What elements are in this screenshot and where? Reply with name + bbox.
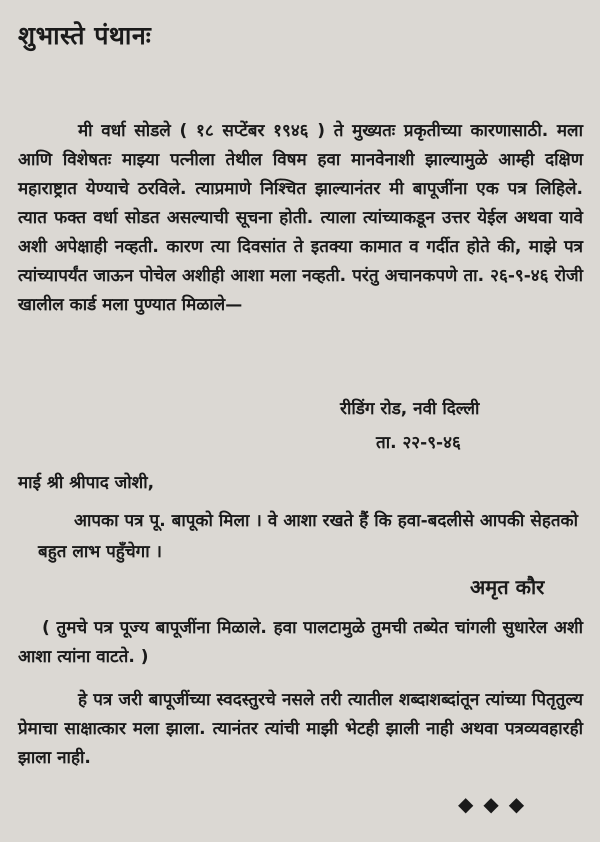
letter-salutation: माई श्री श्रीपाद जोशी,: [18, 473, 155, 493]
page-title: शुभास्ते पंथानः: [18, 21, 152, 50]
letter-date-line: ता. २२-९-४६: [376, 433, 461, 453]
section-end-ornament: ◆◆◆: [458, 792, 535, 816]
letter-signature: अमृत कौर: [470, 575, 545, 599]
intro-paragraph: मी वर्धा सोडले ( १८ सप्टेंबर १९४६ ) ते मुख्यतः प्रकृतीच्या कारणासाठी. मला आणि विशेषतः माझ्या पत्नीला तेथील विषम हवा मानवेनाशी झाल्यामुळे आम्ही दक्षिण महाराष्ट्रात येण्याचे ठरविले. त्याप्रमाणे निश्चित झाल्यानंतर मी बापूजींना एक पत्र लिहिले. त्यात फक्त वर्धा सोडत असल्याची सूचना होती. त्याला त्यांच्याकडून उत्तर येईल अथवा यावे अशी अपेक्षाही नव्हती. कारण त्या दिवसांत ते इतक्या कामात व गर्दीत होते की, माझे पत्र त्यांच्यापर्यंत जाऊन पोचेल अशीही आशा मला नव्हती. परंतु अचानकपणे ता. २६-९-४६ रोजी खालील कार्ड मला पुण्यात मिळाले—: [18, 121, 583, 315]
closing-paragraph: हे पत्र जरी बापूजींच्या स्वदस्तुरचे नसले तरी त्यातील शब्दाशब्दांतून त्यांच्या पितृतुल्य प्रेमाचा साक्षात्कार मला झाला. त्यानंतर त्यांची माझी भेटही झाली नाही अथवा पत्रव्यवहारही झाला नाही.: [18, 690, 583, 768]
translation-note: ( तुमचे पत्र पूज्य बापूजींना मिळाले. हवा पालटामुळे तुमची तब्येत चांगली सुधारेल अशी आशा त्यांना वाटते. ): [18, 618, 583, 667]
letter-body: आपका पत्र पू. बापूको मिला । वे आशा रखते हैं कि हवा-बदलीसे आपकी सेहतको बहुत लाभ पहुँचेगा ।: [38, 511, 578, 562]
letter-address-line: रीडिंग रोड, नवी दिल्ली: [340, 399, 480, 419]
